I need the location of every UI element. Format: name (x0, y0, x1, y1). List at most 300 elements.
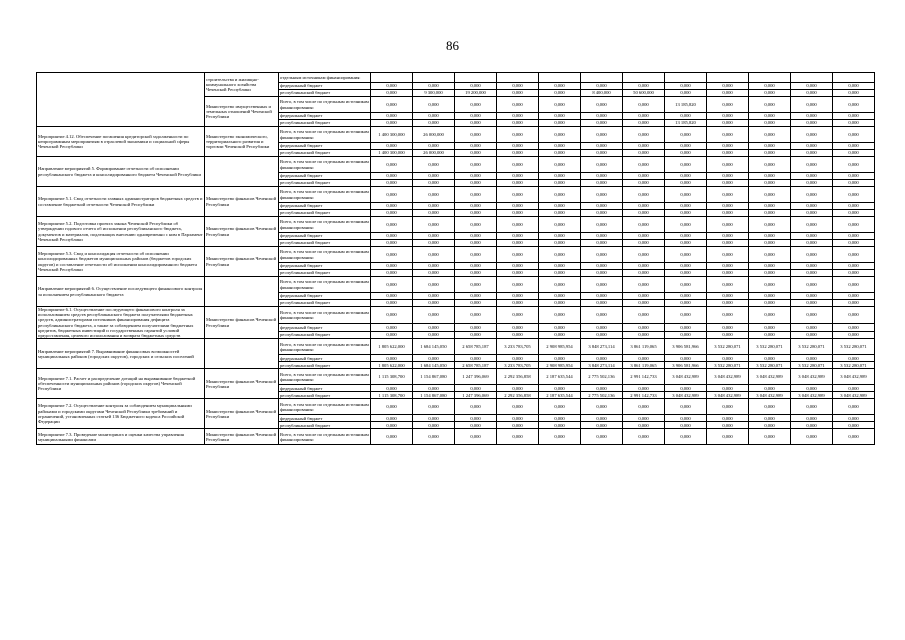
amount-cell (539, 73, 581, 83)
amount-cell: 0,000 (539, 277, 581, 293)
activity-name-cell: Мероприятие 5.3. Свод и консолидация отчетности об исполнении консолидированных бюджетов муниципальных районов (бюджетов городских округов) и составление отчетности об исполнении консолидированного бюджета Чеченской Республики (37, 247, 205, 277)
amount-cell: 0,000 (539, 300, 581, 307)
amount-cell: 0,000 (707, 247, 749, 263)
funding-source-cell: федеральный бюджет (279, 233, 371, 240)
amount-cell: 0,000 (371, 399, 413, 415)
activity-name-cell: Мероприятие 4.12. Обеспечение погашения кредиторской задолженности по непрограммным мероприятиям в отраслевой экономики и социальной сферы Чеченской Республики (37, 127, 205, 157)
amount-cell: 0,000 (749, 415, 791, 422)
amount-cell: 0,000 (497, 120, 539, 127)
amount-cell: 0,000 (833, 120, 875, 127)
amount-cell: 0,000 (749, 247, 791, 263)
amount-cell: 1 154 867,080 (413, 369, 455, 385)
amount-cell: 0,000 (623, 415, 665, 422)
amount-cell: 0,000 (791, 263, 833, 270)
amount-cell: 0,000 (539, 90, 581, 97)
amount-cell: 0,000 (791, 277, 833, 293)
amount-cell: 0,000 (581, 113, 623, 120)
amount-cell: 0,000 (833, 240, 875, 247)
amount-cell: 0,000 (665, 429, 707, 445)
amount-cell: 0,000 (455, 127, 497, 143)
table-row (37, 399, 875, 415)
amount-cell: 0,000 (665, 270, 707, 277)
amount-cell: 0,000 (749, 83, 791, 90)
amount-cell: 1 115 308,700 (371, 369, 413, 385)
amount-cell: 0,000 (791, 120, 833, 127)
amount-cell: 2 187 635,544 (539, 392, 581, 399)
amount-cell: 0,000 (833, 429, 875, 445)
amount-cell: 0,000 (791, 97, 833, 113)
amount-cell: 0,000 (455, 399, 497, 415)
budget-table (36, 72, 875, 445)
funding-source-cell: Всего, в том числе по отдельным источникам финансирования: (279, 187, 371, 203)
amount-cell: 0,000 (413, 399, 455, 415)
amount-cell: 0,000 (623, 83, 665, 90)
activity-name-cell: Мероприятие 5.2. Подготовка проекта закона Чеченской Республики об утверждении годового отчета об исполнении республиканского бюджета, документов и материалов, подлежащих внесению одновременно с ним в Парламент Чеченской Республики (37, 217, 205, 247)
amount-cell: 0,000 (539, 399, 581, 415)
amount-cell: 2 187 635,544 (539, 369, 581, 385)
amount-cell: 0,000 (413, 217, 455, 233)
funding-source-cell: Всего, в том числе по отдельным источникам финансирования: (279, 399, 371, 415)
amount-cell: 1 154 867,080 (413, 392, 455, 399)
amount-cell: 0,000 (623, 399, 665, 415)
amount-cell: 0,000 (497, 415, 539, 422)
amount-cell: 0,000 (749, 90, 791, 97)
amount-cell: 0,000 (707, 203, 749, 210)
amount-cell: 0,000 (833, 90, 875, 97)
funding-source-cell: республиканский бюджет (279, 180, 371, 187)
amount-cell: 0,000 (497, 277, 539, 293)
amount-cell: 0,000 (539, 157, 581, 173)
budget-table-container (36, 72, 874, 445)
amount-cell: 0,000 (371, 90, 413, 97)
amount-cell: 0,000 (749, 173, 791, 180)
amount-cell: 0,000 (455, 83, 497, 90)
amount-cell: 9 300,000 (413, 90, 455, 97)
amount-cell (497, 73, 539, 83)
funding-source-cell: Всего, в том числе по отдельным источникам финансирования: (279, 307, 371, 324)
amount-cell: 0,000 (581, 307, 623, 324)
amount-cell: 2 991 142,733 (623, 369, 665, 385)
amount-cell (749, 73, 791, 83)
amount-cell: 0,000 (413, 355, 455, 362)
amount-cell: 0,000 (623, 180, 665, 187)
amount-cell: 3 048 432,989 (791, 369, 833, 385)
amount-cell: 0,000 (539, 429, 581, 445)
amount-cell: 0,000 (791, 415, 833, 422)
amount-cell: 0,000 (581, 157, 623, 173)
amount-cell: 0,000 (665, 210, 707, 217)
amount-cell: 0,000 (623, 113, 665, 120)
amount-cell: 0,000 (497, 173, 539, 180)
amount-cell: 0,000 (833, 113, 875, 120)
amount-cell: 0,000 (497, 187, 539, 203)
amount-cell: 0,000 (539, 97, 581, 113)
amount-cell: 0,000 (833, 173, 875, 180)
amount-cell: 0,000 (791, 300, 833, 307)
funding-source-cell: федеральный бюджет (279, 355, 371, 362)
amount-cell: 0,000 (665, 187, 707, 203)
amount-cell: 0,000 (623, 143, 665, 150)
amount-cell: 0,000 (623, 173, 665, 180)
activity-name-cell (37, 73, 205, 127)
amount-cell: 0,000 (371, 233, 413, 240)
table-row (37, 369, 875, 385)
amount-cell: 0,000 (371, 240, 413, 247)
amount-cell: 0,000 (833, 263, 875, 270)
amount-cell: 0,000 (749, 157, 791, 173)
table-row (37, 73, 875, 83)
amount-cell: 0,000 (749, 180, 791, 187)
amount-cell: 0,000 (539, 210, 581, 217)
amount-cell: 0,000 (371, 263, 413, 270)
amount-cell: 0,000 (791, 157, 833, 173)
amount-cell: 0,000 (665, 240, 707, 247)
amount-cell: 0,000 (833, 293, 875, 300)
amount-cell: 0,000 (665, 355, 707, 362)
amount-cell: 0,000 (413, 422, 455, 429)
amount-cell: 0,000 (833, 415, 875, 422)
amount-cell: 0,000 (455, 385, 497, 392)
amount-cell: 0,000 (623, 422, 665, 429)
amount-cell: 0,000 (707, 180, 749, 187)
amount-cell: 0,000 (707, 429, 749, 445)
amount-cell: 0,000 (707, 270, 749, 277)
amount-cell: 0,000 (413, 143, 455, 150)
amount-cell: 50 600,000 (623, 90, 665, 97)
amount-cell: 0,000 (497, 385, 539, 392)
amount-cell: 0,000 (455, 157, 497, 173)
amount-cell: 0,000 (749, 429, 791, 445)
amount-cell: 0,000 (707, 120, 749, 127)
amount-cell: 0,000 (707, 150, 749, 157)
amount-cell: 0,000 (413, 270, 455, 277)
amount-cell: 0,000 (581, 429, 623, 445)
amount-cell: 3 532 280,071 (707, 362, 749, 369)
amount-cell: 0,000 (833, 422, 875, 429)
amount-cell: 0,000 (623, 307, 665, 324)
amount-cell: 0,000 (665, 293, 707, 300)
funding-source-cell: республиканский бюджет (279, 392, 371, 399)
amount-cell: 0,000 (497, 263, 539, 270)
amount-cell: 0,000 (749, 120, 791, 127)
amount-cell: 0,000 (665, 203, 707, 210)
funding-source-cell: федеральный бюджет (279, 263, 371, 270)
amount-cell: 0,000 (707, 277, 749, 293)
amount-cell: 0,000 (581, 83, 623, 90)
amount-cell: 0,000 (455, 187, 497, 203)
amount-cell: 0,000 (539, 180, 581, 187)
amount-cell: 0,000 (539, 173, 581, 180)
amount-cell: 0,000 (371, 210, 413, 217)
amount-cell: 0,000 (581, 247, 623, 263)
amount-cell: 0,000 (497, 217, 539, 233)
amount-cell: 0,000 (707, 127, 749, 143)
funding-source-cell: федеральный бюджет (279, 293, 371, 300)
amount-cell: 0,000 (791, 307, 833, 324)
amount-cell: 0,000 (413, 157, 455, 173)
amount-cell: 0,000 (413, 324, 455, 332)
amount-cell: 0,000 (749, 300, 791, 307)
amount-cell: 0,000 (665, 331, 707, 339)
amount-cell: 0,000 (791, 293, 833, 300)
amount-cell: 0,000 (413, 83, 455, 90)
funding-source-cell: федеральный бюджет (279, 113, 371, 120)
amount-cell: 0,000 (497, 210, 539, 217)
amount-cell: 0,000 (497, 233, 539, 240)
amount-cell: 0,000 (581, 270, 623, 277)
responsible-org-cell (205, 157, 279, 187)
amount-cell: 0,000 (707, 307, 749, 324)
amount-cell: 0,000 (707, 240, 749, 247)
amount-cell: 0,000 (455, 203, 497, 210)
amount-cell: 0,000 (413, 331, 455, 339)
activity-name-cell: Направление мероприятий 5. Формирование отчетности об исполнении республиканского бюджета и консолидированного бюджета Чеченской Республики (37, 157, 205, 187)
amount-cell: 0,000 (749, 187, 791, 203)
amount-cell: 0,000 (707, 399, 749, 415)
funding-source-cell: Всего, в том числе по отдельным источникам финансирования: (279, 127, 371, 143)
amount-cell: 0,000 (707, 324, 749, 332)
amount-cell: 3 861 119,065 (623, 362, 665, 369)
amount-cell: 2 991 142,733 (623, 392, 665, 399)
amount-cell: 0,000 (791, 247, 833, 263)
amount-cell: 0,000 (833, 210, 875, 217)
amount-cell: 0,000 (455, 97, 497, 113)
amount-cell: 0,000 (455, 355, 497, 362)
amount-cell: 0,000 (581, 203, 623, 210)
amount-cell: 0,000 (749, 210, 791, 217)
amount-cell: 3 048 432,989 (791, 392, 833, 399)
amount-cell: 0,000 (791, 240, 833, 247)
amount-cell: 0,000 (539, 150, 581, 157)
responsible-org-cell: Министерство финансов Чеченской Республики (205, 247, 279, 277)
amount-cell: 0,000 (665, 422, 707, 429)
amount-cell: 0,000 (791, 399, 833, 415)
funding-source-cell: федеральный бюджет (279, 385, 371, 392)
amount-cell: 0,000 (665, 385, 707, 392)
amount-cell: 0,000 (623, 240, 665, 247)
amount-cell: 0,000 (581, 233, 623, 240)
amount-cell: 0,000 (539, 120, 581, 127)
amount-cell: 0,000 (623, 150, 665, 157)
amount-cell: 0,000 (413, 120, 455, 127)
amount-cell: 0,000 (665, 127, 707, 143)
amount-cell: 0,000 (833, 385, 875, 392)
amount-cell: 13 185,820 (665, 97, 707, 113)
table-row (37, 429, 875, 445)
amount-cell: 0,000 (413, 415, 455, 422)
amount-cell: 0,000 (539, 83, 581, 90)
amount-cell: 0,000 (623, 187, 665, 203)
funding-source-cell: республиканский бюджет (279, 120, 371, 127)
amount-cell: 0,000 (665, 263, 707, 270)
amount-cell: 0,000 (539, 415, 581, 422)
responsible-org-cell: строительства и жилищно-коммунального хозяйства Чеченской Республики (205, 73, 279, 97)
amount-cell: 19 200,000 (455, 90, 497, 97)
amount-cell: 0,000 (497, 399, 539, 415)
amount-cell: 0,000 (413, 173, 455, 180)
amount-cell: 2 658 785,187 (455, 339, 497, 355)
responsible-org-cell: Министерство финансов Чеченской Республики (205, 429, 279, 445)
amount-cell: 3 532 280,071 (833, 339, 875, 355)
activity-name-cell: Мероприятие 7.3. Проведение мониторинга и оценки качества управления муниципальными финансами (37, 429, 205, 445)
amount-cell: 0,000 (749, 270, 791, 277)
amount-cell: 0,000 (707, 415, 749, 422)
amount-cell: 0,000 (623, 127, 665, 143)
amount-cell: 0,000 (371, 307, 413, 324)
amount-cell: 3 848 273,114 (581, 362, 623, 369)
amount-cell: 0,000 (665, 143, 707, 150)
amount-cell: 0,000 (497, 240, 539, 247)
amount-cell: 0,000 (623, 217, 665, 233)
amount-cell: 0,000 (371, 247, 413, 263)
amount-cell: 0,000 (749, 355, 791, 362)
amount-cell: 0,000 (455, 247, 497, 263)
amount-cell: 0,000 (581, 173, 623, 180)
funding-source-cell: республиканский бюджет (279, 150, 371, 157)
amount-cell: 0,000 (539, 422, 581, 429)
funding-source-cell: федеральный бюджет (279, 324, 371, 332)
amount-cell: 0,000 (707, 263, 749, 270)
responsible-org-cell (205, 339, 279, 369)
amount-cell: 1 400 300,000 (371, 150, 413, 157)
amount-cell: 0,000 (749, 399, 791, 415)
amount-cell: 0,000 (413, 203, 455, 210)
amount-cell: 26 000,000 (413, 127, 455, 143)
amount-cell: 3 048 432,989 (707, 392, 749, 399)
amount-cell: 0,000 (455, 293, 497, 300)
amount-cell: 3 233 783,705 (497, 339, 539, 355)
amount-cell: 0,000 (623, 157, 665, 173)
amount-cell: 0,000 (581, 210, 623, 217)
amount-cell: 3 048 432,989 (833, 369, 875, 385)
amount-cell: 0,000 (791, 180, 833, 187)
amount-cell: 0,000 (497, 422, 539, 429)
funding-source-cell: федеральный бюджет (279, 415, 371, 422)
funding-source-cell: республиканский бюджет (279, 362, 371, 369)
amount-cell: 0,000 (833, 233, 875, 240)
amount-cell: 0,000 (539, 217, 581, 233)
amount-cell: 0,000 (455, 180, 497, 187)
amount-cell: 0,000 (455, 233, 497, 240)
funding-source-cell: Всего, в том числе по отдельным источникам финансирования: (279, 157, 371, 173)
amount-cell: 0,000 (623, 233, 665, 240)
amount-cell: 0,000 (413, 263, 455, 270)
funding-source-cell: республиканский бюджет (279, 270, 371, 277)
activity-name-cell: Мероприятие 5.1. Свод отчетности главных администраторов бюджетных средств и составление бюджетной отчетности Чеченской Республики (37, 187, 205, 217)
amount-cell: 0,000 (623, 277, 665, 293)
amount-cell: 0,000 (623, 331, 665, 339)
amount-cell: 0,000 (749, 97, 791, 113)
amount-cell: 0,000 (455, 277, 497, 293)
amount-cell: 0,000 (371, 187, 413, 203)
amount-cell: 0,000 (581, 143, 623, 150)
amount-cell: 1 400 300,000 (371, 127, 413, 143)
amount-cell: 0,000 (749, 240, 791, 247)
amount-cell: 0,000 (833, 180, 875, 187)
amount-cell: 0,000 (581, 331, 623, 339)
table-row (37, 247, 875, 263)
funding-source-cell: Всего, в том числе по отдельным источникам финансирования: (279, 247, 371, 263)
amount-cell: 1 805 622,000 (371, 339, 413, 355)
amount-cell (371, 73, 413, 83)
amount-cell: 0,000 (539, 203, 581, 210)
amount-cell: 0,000 (707, 97, 749, 113)
amount-cell: 0,000 (497, 247, 539, 263)
amount-cell: 0,000 (665, 90, 707, 97)
amount-cell: 0,000 (497, 90, 539, 97)
amount-cell: 0,000 (371, 97, 413, 113)
amount-cell: 0,000 (791, 143, 833, 150)
amount-cell: 0,000 (371, 422, 413, 429)
amount-cell: 0,000 (665, 173, 707, 180)
amount-cell: 3 048 432,989 (749, 369, 791, 385)
amount-cell: 0,000 (413, 429, 455, 445)
amount-cell: 0,000 (623, 300, 665, 307)
amount-cell: 0,000 (833, 277, 875, 293)
amount-cell: 0,000 (455, 415, 497, 422)
amount-cell: 0,000 (539, 270, 581, 277)
amount-cell: 0,000 (581, 324, 623, 332)
amount-cell: 0,000 (371, 385, 413, 392)
amount-cell: 0,000 (791, 324, 833, 332)
amount-cell: 0,000 (371, 270, 413, 277)
amount-cell: 0,000 (791, 355, 833, 362)
amount-cell: 0,000 (581, 293, 623, 300)
amount-cell: 0,000 (749, 307, 791, 324)
amount-cell: 0,000 (623, 203, 665, 210)
amount-cell: 0,000 (665, 233, 707, 240)
amount-cell: 0,000 (707, 210, 749, 217)
funding-source-cell: Всего, в том числе по отдельным источникам финансирования: (279, 277, 371, 293)
amount-cell: 0,000 (371, 180, 413, 187)
funding-source-cell: федеральный бюджет (279, 83, 371, 90)
amount-cell: 3 532 280,071 (749, 362, 791, 369)
amount-cell: 0,000 (791, 150, 833, 157)
table-row (37, 187, 875, 203)
amount-cell: 0,000 (833, 324, 875, 332)
amount-cell: 0,000 (413, 210, 455, 217)
amount-cell: 0,000 (539, 385, 581, 392)
funding-source-cell: Всего, в том числе по отдельным источникам финансирования: (279, 217, 371, 233)
amount-cell: 0,000 (833, 247, 875, 263)
amount-cell: 0,000 (623, 247, 665, 263)
amount-cell: 0,000 (497, 143, 539, 150)
amount-cell: 0,000 (707, 293, 749, 300)
amount-cell: 0,000 (749, 422, 791, 429)
amount-cell: 0,000 (623, 429, 665, 445)
amount-cell: 0,000 (413, 247, 455, 263)
amount-cell: 3 233 783,705 (497, 362, 539, 369)
funding-source-cell: Всего, в том числе по отдельным источникам финансирования: (279, 97, 371, 113)
amount-cell: 3 532 280,071 (791, 339, 833, 355)
responsible-org-cell: Министерство финансов Чеченской Республики (205, 187, 279, 217)
amount-cell: 0,000 (497, 293, 539, 300)
funding-source-cell: федеральный бюджет (279, 203, 371, 210)
amount-cell: 0,000 (791, 210, 833, 217)
amount-cell: 3 906 581,966 (665, 339, 707, 355)
responsible-org-cell: Министерство экономического, территориального развития и торговли Чеченской Республики (205, 127, 279, 157)
amount-cell: 0,000 (539, 143, 581, 150)
amount-cell: 0,000 (791, 422, 833, 429)
amount-cell: 0,000 (539, 127, 581, 143)
amount-cell: 0,000 (455, 307, 497, 324)
amount-cell: 0,000 (371, 331, 413, 339)
amount-cell: 0,000 (581, 422, 623, 429)
amount-cell: 0,000 (455, 173, 497, 180)
amount-cell: 0,000 (497, 324, 539, 332)
amount-cell: 0,000 (371, 300, 413, 307)
amount-cell: 0,000 (791, 187, 833, 203)
